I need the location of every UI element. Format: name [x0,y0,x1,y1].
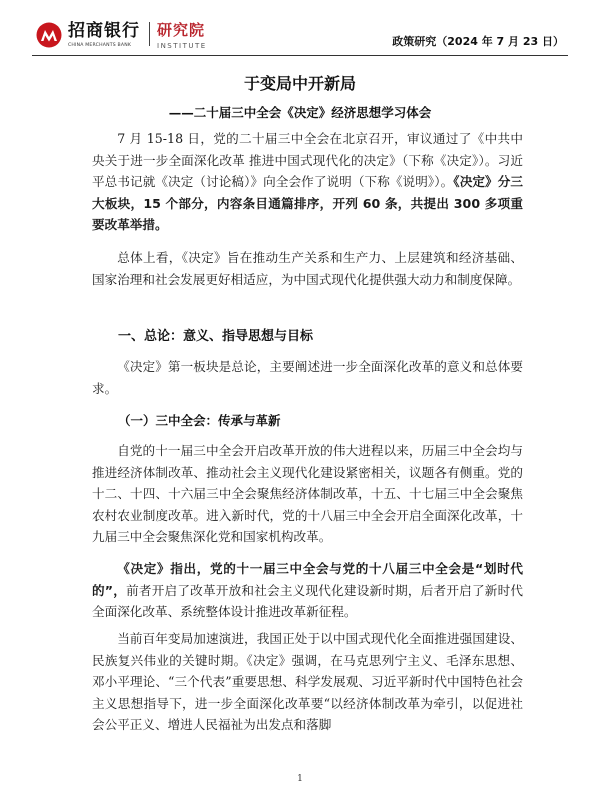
paragraph-5-bold: 《决定》指出，党的十一届三中全会与党的十八届三中全会是“划时代的”， [92,561,523,598]
cmb-logo [36,22,207,50]
header-divider [32,55,568,56]
cmb-logo-icon [36,22,62,48]
paragraph-5 [92,558,523,623]
page-header [0,0,600,60]
institute-name-cn: 研究院 [157,21,206,39]
institute-name-en: INSTITUTE [157,42,207,50]
logo-divider [149,22,150,46]
paragraph-4 [92,440,523,548]
subsection-heading-1: （一）三中全会：传承与革新 [118,413,281,428]
paragraph-1-bold: 《决定》分三大板块，15 个部分，内容条目通篇排序，开列 60 条，共提出 300 多项重要改革举措。 [92,174,523,232]
page-number: 1 [297,774,303,784]
paragraph-6-text: 当前百年变局加速演进，我国正处于以中国式现代化全面推进强国建设、民族复兴伟业的关键时期。《决定》强调，在马克思列宁主义、毛泽东思想、邓小平理论、“三个代表”重要思想、科学发展观、习近平新时代中国特色社会主义思想指导下，进一步全面深化改革要“以经济体制改革为牵引，以促进社会公平正义、增进人民福祉为出发点和落脚 [92,631,523,732]
document-title: 于变局中开新局 [243,74,356,93]
section-heading-1: 一、总论：意义、指导思想与目标 [118,329,314,344]
report-meta: 政策研究（2024 年 7 月 23 日） [392,35,564,48]
paragraph-3 [92,356,523,399]
document-subtitle: ——二十届三中全会《决定》经济思想学习体会 [168,105,432,120]
paragraph-6 [92,628,523,736]
paragraph-1 [92,128,523,236]
paragraph-4-text: 自党的十一届三中全会开启改革开放的伟大进程以来，历届三中全会均与推进经济体制改革、推动社会主义现代化建设紧密相关，议题各有侧重。党的十二、十四、十六届三中全会聚焦经济体制改革，十五、十七届三中全会聚焦农村农业制度改革。进入新时代，党的十八届三中全会开启全面深化改革，十九届三中全会聚焦深化党和国家机构改革。 [92,443,523,544]
bank-name-cn: 招商银行 [68,21,140,41]
paragraph-2-text: 总体上看，《决定》旨在推动生产关系和生产力、上层建筑和经济基础、国家治理和社会发展更好相适应，为中国式现代化提供强大动力和制度保障。 [92,250,523,287]
paragraph-2 [92,247,523,290]
institute-block [157,22,207,50]
bank-name-block [68,22,140,48]
paragraph-5-text: 前者开启了改革开放和社会主义现代化建设新时期，后者开启了新时代全面深化改革、系统整体设计推进改革新征程。 [92,582,524,619]
paragraph-1-text: 7 月 15-18 日，党的二十届三中全会在北京召开，审议通过了《中共中央关于进一步全面深化改革 推进中国式现代化的决定》（下称《决定》）。习近平总书记就《决定（讨论稿）》向全会作了说明（下称《说明》）。 [92,131,523,189]
bank-name-en: CHINA MERCHANTS BANK [68,43,132,48]
paragraph-3-text: 《决定》第一板块是总论，主要阐述进一步全面深化改革的意义和总体要求。 [92,359,523,396]
